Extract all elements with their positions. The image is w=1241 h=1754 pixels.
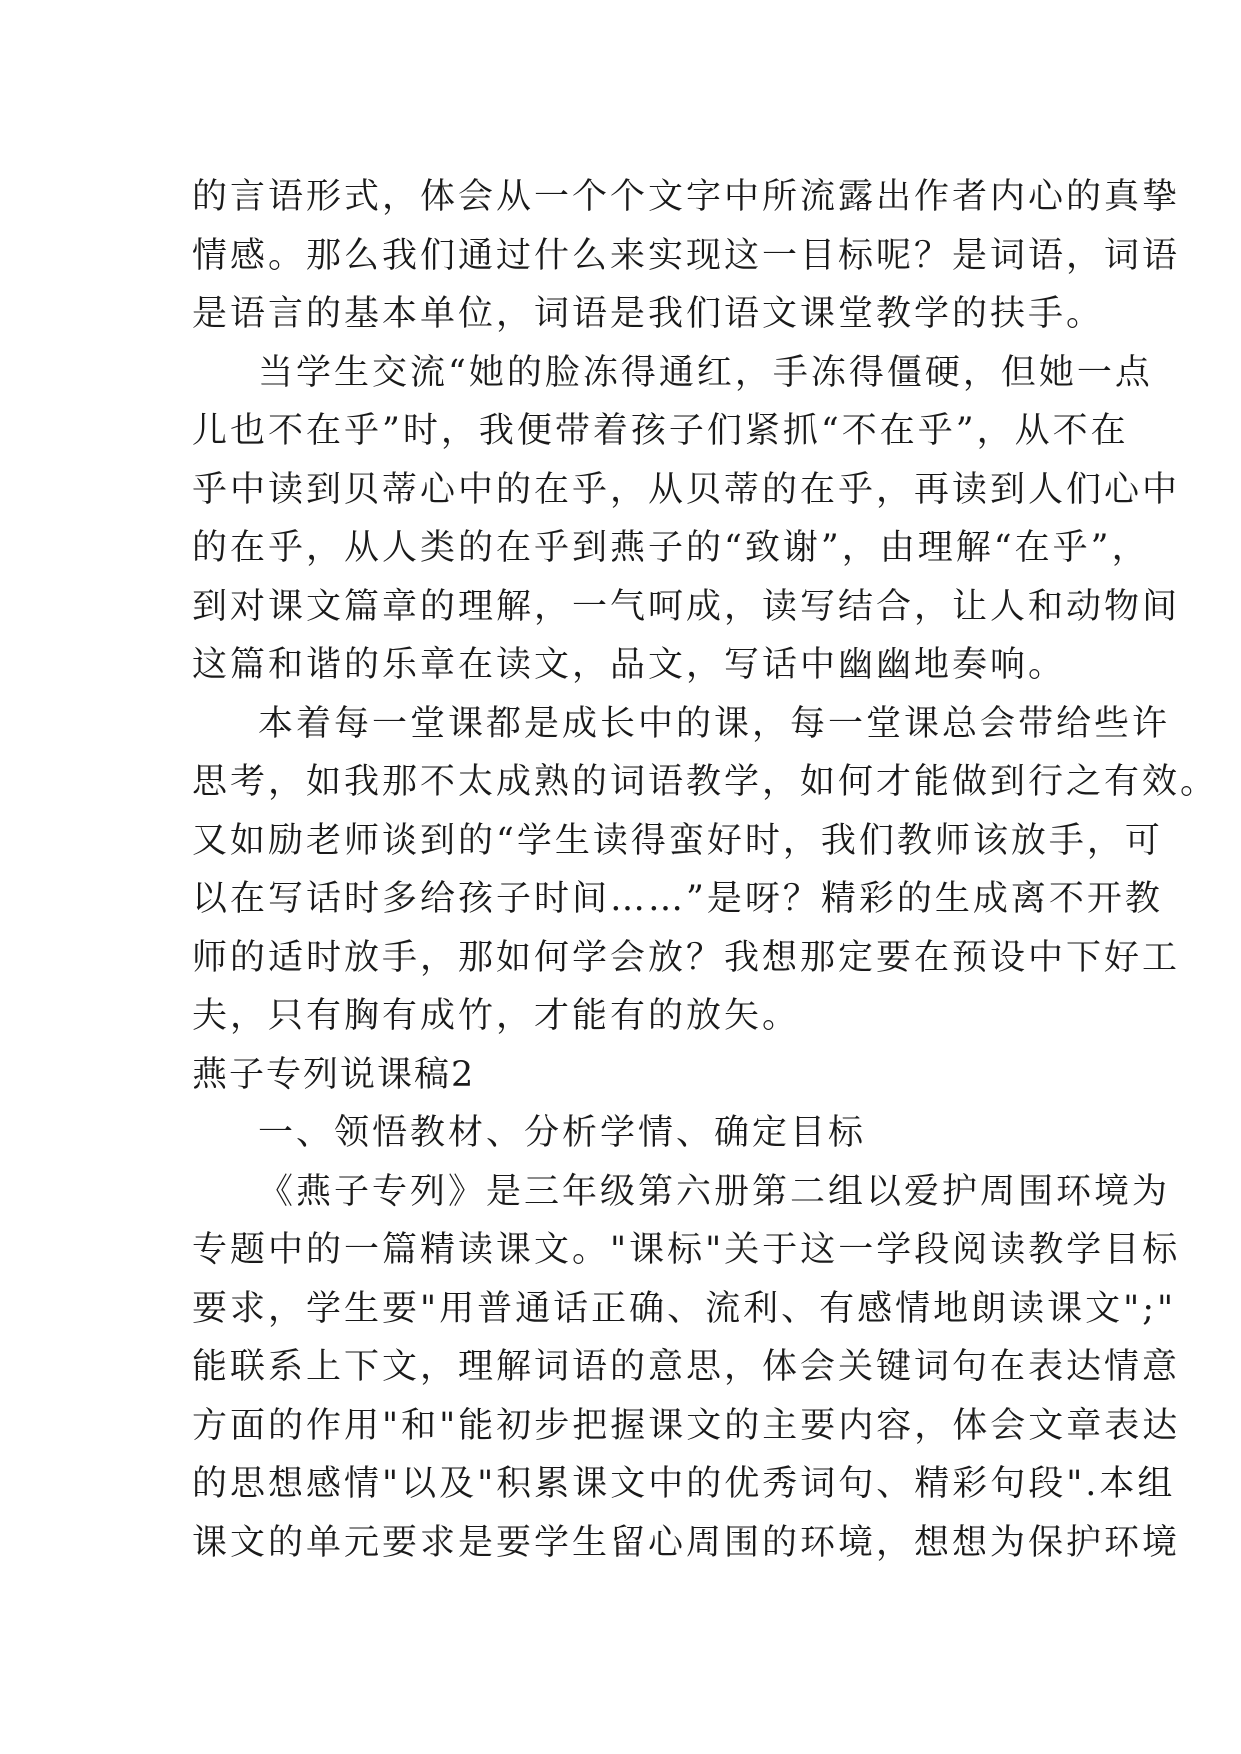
paragraph-start-line: 本着每一堂课都是成长中的课，每一堂课总会带给些许 bbox=[258, 703, 1171, 744]
text-line: 是语言的基本单位，词语是我们语文课堂教学的扶手。 bbox=[192, 294, 1105, 334]
text-line: 到对课文篇章的理解，一气呵成，读写结合，让人和动物间 bbox=[192, 586, 1181, 627]
text-line: 要求，学生要"用普通话正确、流利、有感情地朗读课文";" bbox=[192, 1288, 1177, 1329]
text-line: 的思想感情"以及"积累课文中的优秀词句、精彩句段".本组 bbox=[192, 1464, 1176, 1504]
text-line: 乎中读到贝蒂心中的在乎，从贝蒂的在乎，再读到人们心中 bbox=[192, 469, 1181, 510]
section-title: 燕子专列说课稿2 bbox=[192, 1054, 476, 1095]
text-line: 师的适时放手，那如何学会放？我想那定要在预设中下好工 bbox=[192, 937, 1181, 978]
text-line: 以在写话时多给孩子时间……”是呀？精彩的生成离不开教 bbox=[192, 879, 1163, 919]
paragraph-start-line: 《燕子专列》是三年级第六册第二组以爱护周围环境为 bbox=[258, 1171, 1171, 1212]
text-line: 专题中的一篇精读课文。"课标"关于这一学段阅读教学目标 bbox=[192, 1230, 1181, 1270]
document-body bbox=[192, 168, 1219, 1572]
text-line: 的言语形式，体会从一个个文字中所流露出作者内心的真挚 bbox=[192, 177, 1181, 217]
subsection-heading: 一、领悟教材、分析学情、确定目标 bbox=[258, 1113, 867, 1153]
text-line: 的在乎，从人类的在乎到燕子的“致谢”，由理解“在乎”， bbox=[192, 528, 1150, 568]
text-line: 夫，只有胸有成竹，才能有的放矢。 bbox=[192, 996, 801, 1036]
text-line: 儿也不在乎”时，我便带着孩子们紧抓“不在乎”，从不在 bbox=[192, 411, 1129, 451]
text-line: 能联系上下文，理解词语的意思，体会关键词句在表达情意 bbox=[192, 1347, 1181, 1387]
text-line: 方面的作用"和"能初步把握课文的主要内容，体会文章表达 bbox=[192, 1405, 1181, 1446]
text-line: 思考，如我那不太成熟的词语教学，如何才能做到行之有效。 bbox=[192, 762, 1219, 802]
paragraph-start-line: 当学生交流“她的脸冻得通红，手冻得僵硬，但她一点 bbox=[258, 352, 1153, 393]
text-line: 情感。那么我们通过什么来实现这一目标呢？是词语，词语 bbox=[192, 235, 1181, 276]
text-line: 这篇和谐的乐章在读文，品文，写话中幽幽地奏响。 bbox=[192, 645, 1067, 685]
text-line: 又如励老师谈到的“学生读得蛮好时，我们教师该放手，可 bbox=[192, 820, 1163, 861]
text-line: 课文的单元要求是要学生留心周围的环境，想想为保护环境 bbox=[192, 1522, 1181, 1563]
